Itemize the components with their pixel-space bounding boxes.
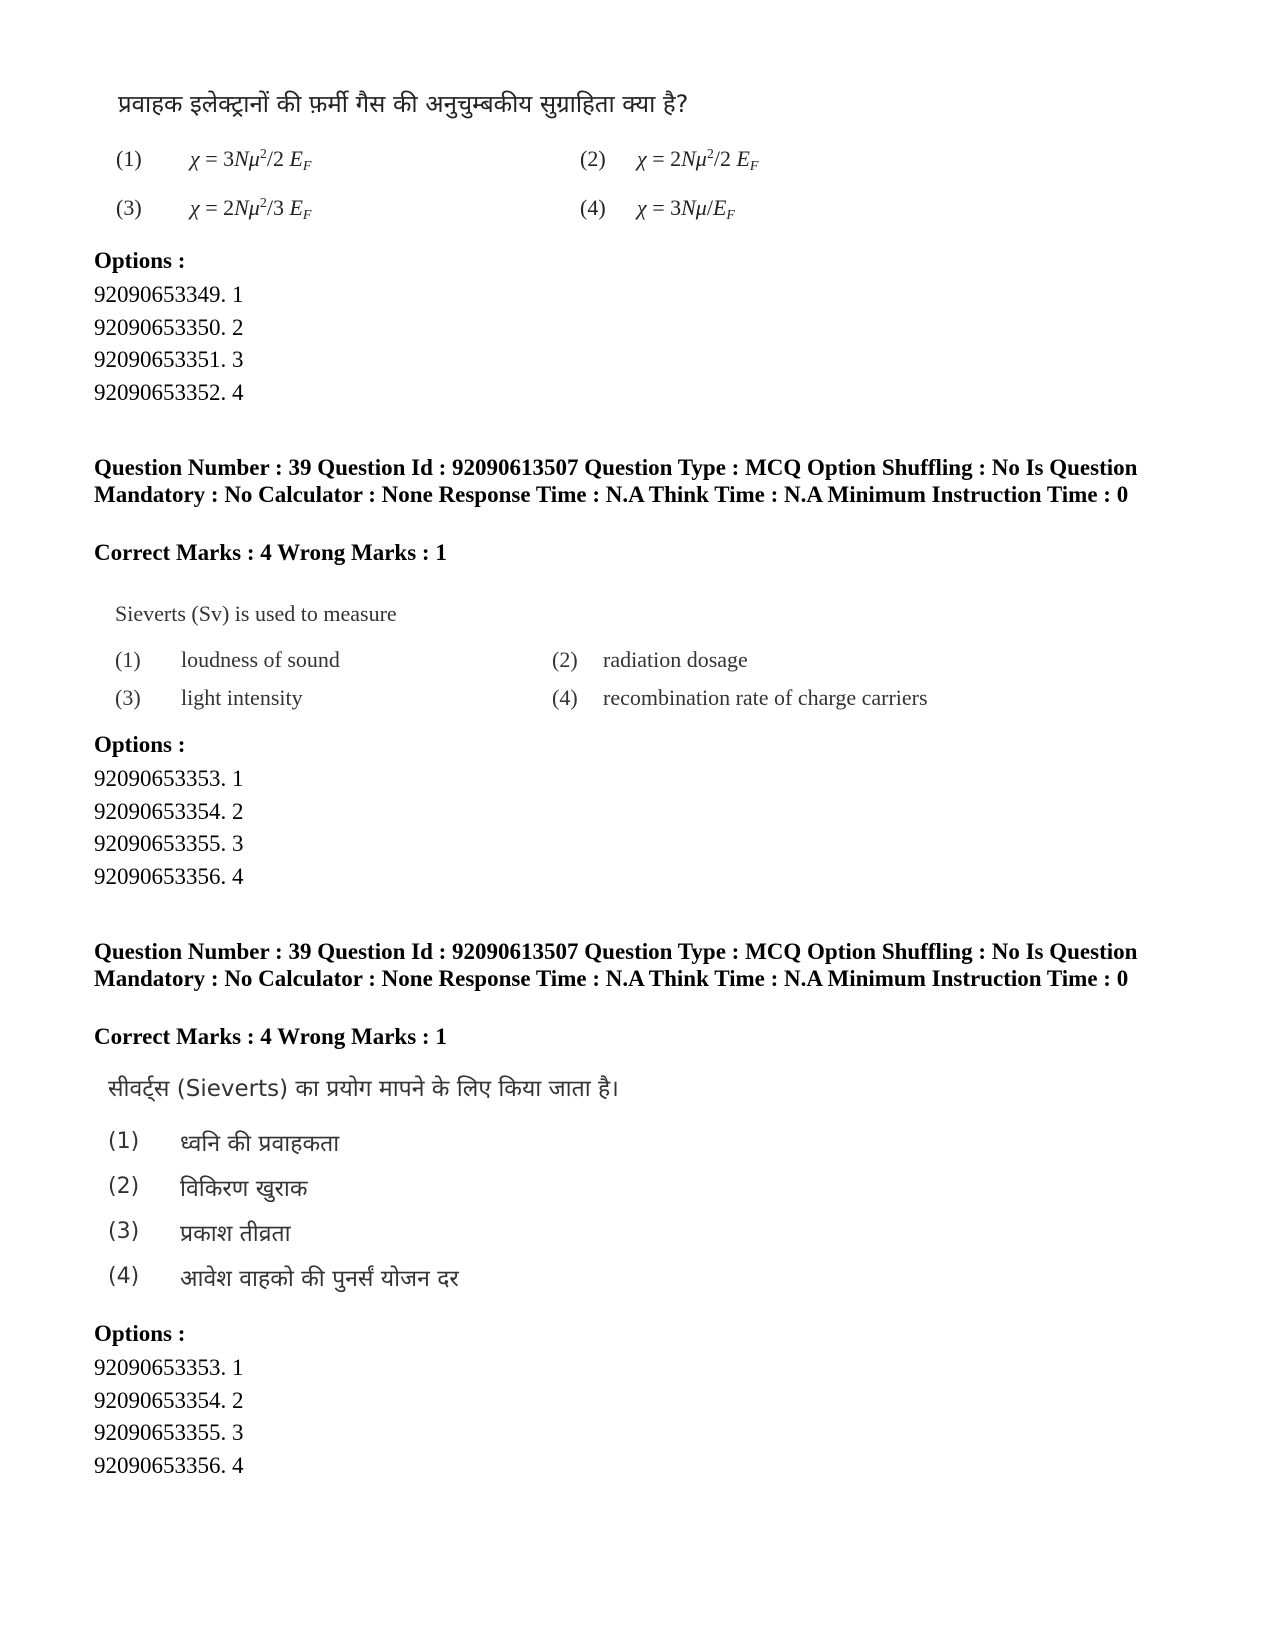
- question-3-option-text: आवेश वाहको की पुनर्सं योजन दर: [180, 1266, 459, 1292]
- option-id-list: [94, 763, 244, 894]
- options-heading: Options :: [94, 732, 186, 757]
- option-id: 92090653355. 3: [94, 831, 244, 857]
- option-id: 92090653350. 2: [94, 314, 244, 340]
- option-id: 92090653349. 1: [94, 282, 244, 307]
- question-3-option-text: प्रकाश तीव्रता: [180, 1221, 291, 1247]
- question-meta: Question Number : 39 Question Id : 92090613507 Question Type : MCQ Option Shuffling : No Is Question Mandatory : No Calculator : None Response Time : N.A Think Time : N.A Minimum Instruction Time : 0: [94, 939, 1138, 991]
- question-2-option-text: recombination rate of charge carriers: [603, 685, 928, 710]
- question-2-option-number: (4): [552, 685, 578, 710]
- option-id: 92090653351. 3: [94, 347, 244, 373]
- option-id-list: [94, 279, 244, 410]
- option-id: 92090653356. 4: [94, 1453, 244, 1479]
- question-2-option-text: light intensity: [181, 685, 303, 710]
- question-1-option-formula: $\chi = 2N\mu^2/3$ $E_F$: [190, 195, 312, 223]
- question-3-option-number: (2): [108, 1174, 140, 1199]
- options-heading: Options :: [94, 1321, 186, 1346]
- option-id: 92090653354. 2: [94, 798, 244, 824]
- question-meta: Question Number : 39 Question Id : 92090613507 Question Type : MCQ Option Shuffling : No Is Question Mandatory : No Calculator : None Response Time : N.A Think Time : N.A Minimum Instruction Time : 0: [94, 455, 1138, 507]
- question-1-option-number: (2): [580, 146, 606, 171]
- question-2-option-number: (3): [115, 685, 141, 710]
- option-id: 92090653353. 1: [94, 766, 244, 791]
- question-1-text: प्रवाहक इलेक्ट्रानों की फ़र्मी गैस की अनुचुम्बकीय सुग्राहिता क्या है?: [118, 90, 689, 118]
- question-1-option-formula: $\chi = 2N\mu^2/2$ $E_F$: [637, 146, 759, 174]
- question-1-option-number: (4): [580, 195, 606, 220]
- question-1-option-formula: $\chi = 3N\mu^2/2$ $E_F$: [190, 146, 312, 174]
- question-2-option-text: radiation dosage: [603, 647, 748, 672]
- option-id: 92090653352. 4: [94, 380, 244, 406]
- question-3-option-number: (1): [108, 1129, 140, 1154]
- question-3-option-number: (3): [108, 1219, 140, 1244]
- question-3-option-text: ध्वनि की प्रवाहकता: [180, 1131, 340, 1157]
- option-id: 92090653356. 4: [94, 864, 244, 890]
- question-1-option-number: (3): [116, 195, 142, 220]
- question-2-option-text: loudness of sound: [181, 647, 340, 672]
- question-3-text: सीवर्ट्स (Sieverts) का प्रयोग मापने के लिए किया जाता है।: [108, 1076, 619, 1102]
- question-1-option-formula: $\chi = 3N\mu/E_F$: [637, 195, 735, 223]
- question-2-text: Sieverts (Sv) is used to measure: [115, 601, 397, 626]
- question-2-option-number: (1): [115, 647, 141, 672]
- question-1-option-number: (1): [116, 146, 142, 171]
- options-heading: Options :: [94, 248, 186, 273]
- question-marks: Correct Marks : 4 Wrong Marks : 1: [94, 540, 447, 565]
- question-3-option-number: (4): [108, 1264, 140, 1289]
- question-2-option-number: (2): [552, 647, 578, 672]
- option-id: 92090653354. 2: [94, 1387, 244, 1413]
- question-3-option-text: विकिरण खुराक: [180, 1176, 308, 1202]
- option-id: 92090653355. 3: [94, 1420, 244, 1446]
- option-id-list: [94, 1352, 244, 1483]
- question-marks: Correct Marks : 4 Wrong Marks : 1: [94, 1024, 447, 1049]
- option-id: 92090653353. 1: [94, 1355, 244, 1380]
